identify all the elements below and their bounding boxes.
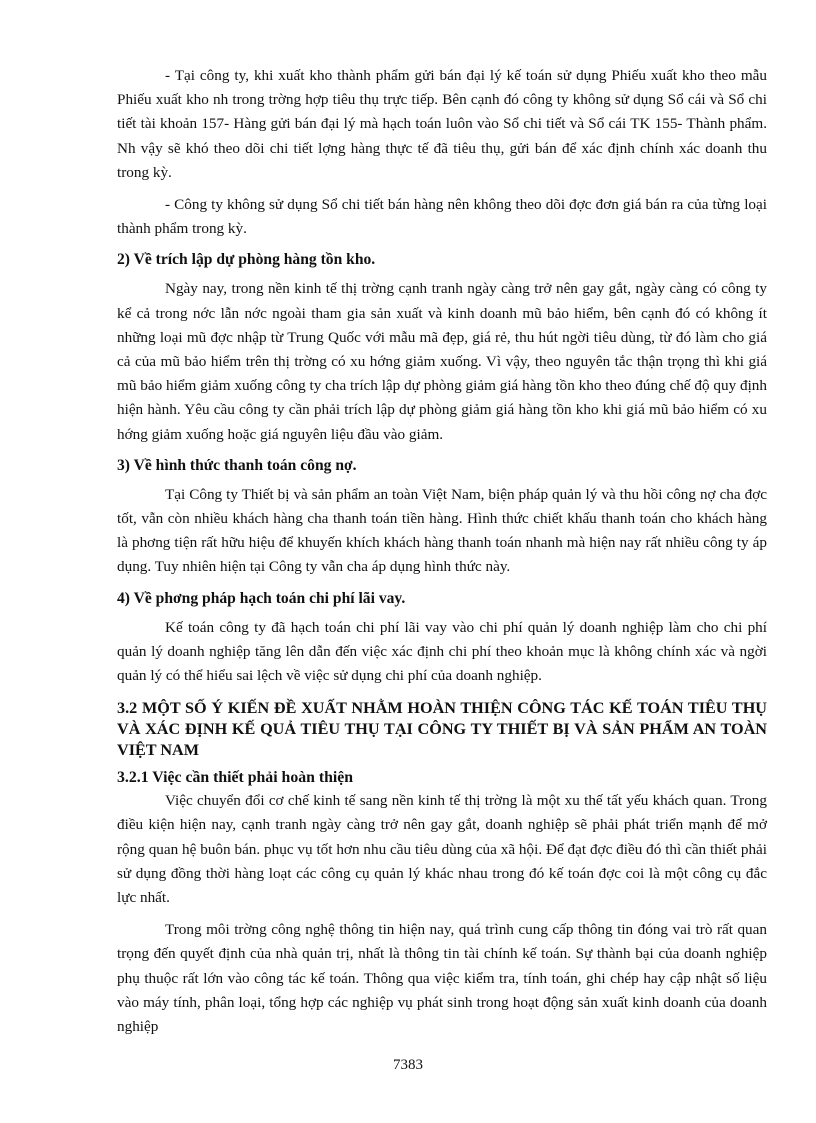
paragraph-information-technology: Trong môi trờng công nghệ thông tin hiện nay, quá trình cung cấp thông tin đóng vai trò rất quan trọng đến quyết định của nhà quản trị, nhất là thông tin tài chính kế toán. Sự thành bại của doanh nghiệp phụ thuộc rất lớn vào công tác kế toán. Thông qua việc kiểm tra, tính toán, ghi chép hay cập nhật số liệu vào máy tính, phân loại, tổng hợp các nghiệp vụ phát sinh trong hoạt động sản xuất kinh doanh của doanh nghiệp xyxy=(117,921,767,1036)
paragraph-interest-expense: Kế toán công ty đã hạch toán chi phí lãi vay vào chi phí quản lý doanh nghiệp làm cho chi phí quản lý doanh nghiệp tăng lên dẫn đến việc xác định chi phí theo khoản mục là không chính xác và ngời quản lý có thể hiểu sai lệch về việc sử dụng chi phí của doanh nghiệp. xyxy=(117,618,767,685)
paragraph-delivery-note: - Tại công ty, khi xuất kho thành phẩm gửi bán đại lý kế toán sử dụng Phiếu xuất kho theo mẫu Phiếu xuất kho nh trong trờng hợp tiêu thụ trực tiếp. Bên cạnh đó công ty không sử dụng Sổ cái và Sổ chi tiết tài khoản 157- Hàng gửi bán đại lý mà hạch toán luôn vào Sổ chi tiết và Sổ cái TK 155- Thành phẩm. Nh vậy sẽ khó theo dõi chi tiết lợng hàng thực tế đã tiêu thụ, gửi bán để xác định chính xác doanh thu trong kỳ. xyxy=(117,67,767,181)
heading-interest-expense: 4) Về phơng pháp hạch toán chi phí lãi vay. xyxy=(117,589,406,607)
paragraph-debt-payment: Tại Công ty Thiết bị và sản phẩm an toàn Việt Nam, biện pháp quản lý và thu hồi công nợ cha đợc tốt, vẫn còn nhiều khách hàng cha thanh toán tiền hàng. Hình thức chiết khấu thanh toán cho khách hàng là phơng tiện rất hữu hiệu để khuyến khích khách hàng thanh toán nhanh mà hiện nay rất nhiều công ty áp dụng. Tuy nhiên hiện tại Công ty vẫn cha áp dụng hình thức này. xyxy=(117,485,767,576)
paragraph-sales-ledger: - Công ty không sử dụng Sổ chi tiết bán hàng nên không theo dõi đợc đơn giá bán ra của từng loại thành phẩm trong kỳ. xyxy=(117,196,767,238)
paragraph-inventory-provision: Ngày nay, trong nền kinh tế thị trờng cạnh tranh ngày càng trở nên gay gắt, ngày càng có công ty kể cả trong nớc lẫn nớc ngoài tham gia sản xuất và kinh doanh mũ bảo hiểm, bên cạnh đó có không ít những loại mũ đợc nhập từ Trung Quốc với mẫu mã đẹp, giá rẻ, thu hút ngời tiêu dùng, từ đó làm cho giá cả của mũ bảo hiểm trên thị trờng có xu hớng giảm xuống. Vì vậy, theo nguyên tắc thận trọng thì khi giá mũ bảo hiểm giảm xuống công ty cha trích lập dự phòng giảm giá hàng tồn kho theo đúng chế độ quy định hiện hành. Yêu cầu công ty cần phải trích lập dự phòng giảm giá hàng tồn kho khi giá mũ bảo hiểm có xu hớng giảm xuống hoặc giá nguyên liệu đầu vào giảm. xyxy=(117,280,767,443)
paragraph-market-economy: Việc chuyển đổi cơ chế kinh tế sang nền kinh tế thị trờng là một xu thế tất yếu khách quan. Trong điều kiện hiện nay, cạnh tranh ngày càng trở nên gay gắt, doanh nghiệp sẽ phải phát triển mạnh để mở rộng quan hệ buôn bán. phục vụ tốt hơn nhu cầu tiêu dùng của xã hội. Để đạt đợc điều đó thì cần thiết phải sử dụng đồng thời hàng loạt các công cụ quản lý khác nhau trong đó kế toán đợc coi là một công cụ đắc lực nhất. xyxy=(117,792,767,907)
subsection-title-3-2-1: 3.2.1 Việc cần thiết phải hoàn thiện xyxy=(117,769,354,787)
section-title-3-2: 3.2 MỘT SỐ Ý KIẾN ĐỀ XUẤT NHẰM HOÀN THIỆN CÔNG TÁC KẾ TOÁN TIÊU THỤ VÀ XÁC ĐỊNH KẾ QUẢ TIÊU THỤ TẠI CÔNG TY THIẾT BỊ VÀ SẢN PHẨM AN TOÀN VIỆT NAM xyxy=(117,699,767,760)
document-page xyxy=(117,64,767,1039)
page-number: 7383 xyxy=(393,1057,423,1073)
heading-inventory-provision: 2) Về trích lập dự phòng hàng tồn kho. xyxy=(117,251,376,269)
heading-debt-payment: 3) Về hình thức thanh toán công nợ. xyxy=(117,456,357,474)
